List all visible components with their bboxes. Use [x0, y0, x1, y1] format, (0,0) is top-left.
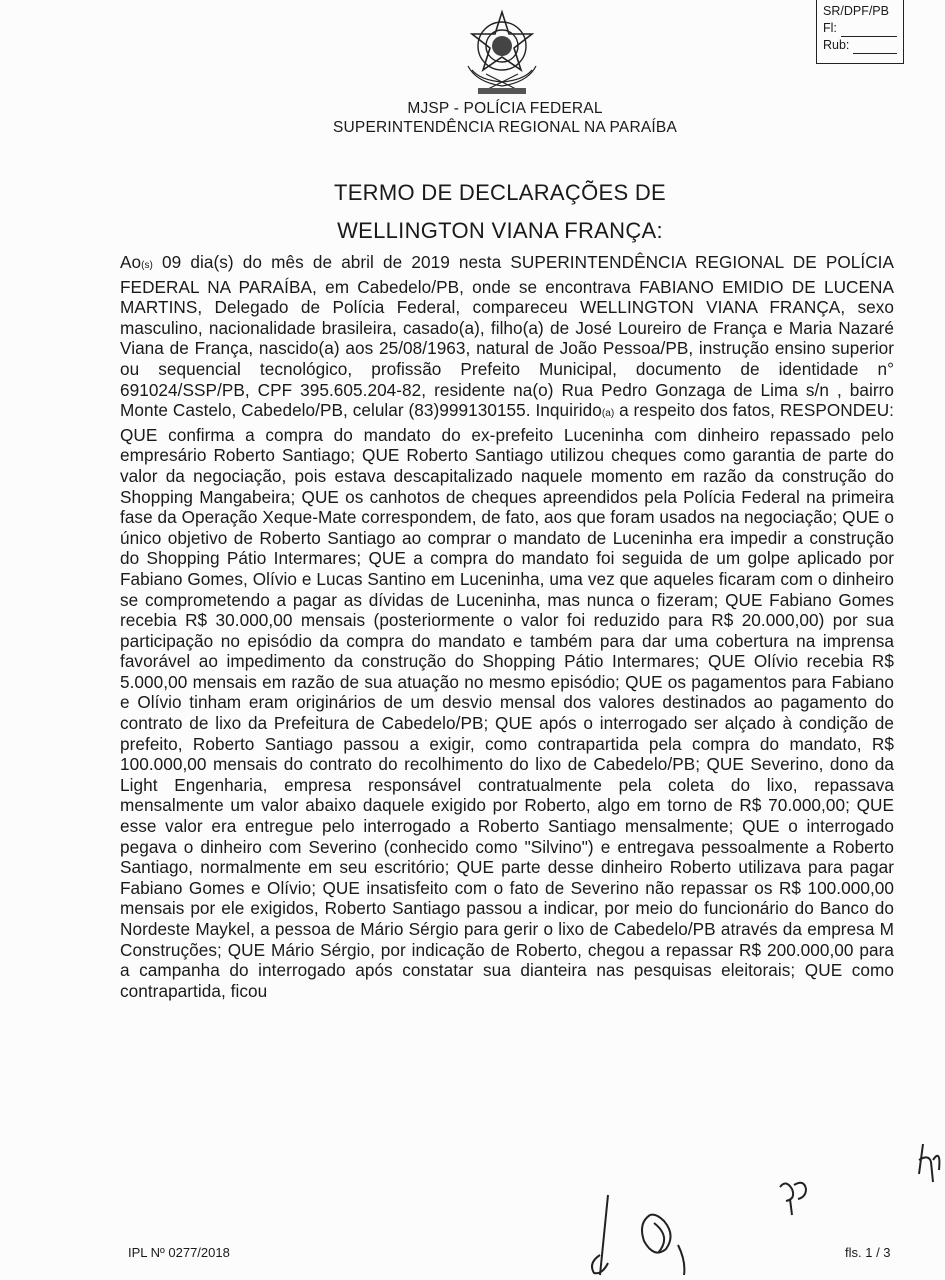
text-statements: a respeito dos fatos, RESPONDEU: QUE confirma a compra do mandato do ex-prefeito Luceninha com dinheiro repassado pelo empresário Roberto Santiago; QUE Roberto Santiago utilizou cheques como garantia de parte do valor da negociação, pois estava descapitalizado naquele momento em razão da construção do Shopping Mangabeira; QUE os canhotos de cheques apreendidos pela Polícia Federal na primeira fase da Operação Xeque-Mate correspondem, de fato, aos que foram usados na negociação; QUE o único objetivo de Roberto Santiago ao comprar o mandato de Luceninha era impedir a construção do Shopping Pátio Intermares; QUE a compra do mandato foi seguida de um golpe aplicado por Fabiano Gomes, Olívio e Lucas Santino em Luceninha, uma vez que aqueles ficaram com o dinheiro se comprometendo a pagar as dívidas de Luceninha, mas nunca o fizeram; QUE Fabiano Gomes recebia R$ 30.000,00 mensais (posteriormente o valor foi reduzido para R$ 20.000,00) por sua participação no episódio da compra do mandato e também para dar uma cobertura na imprensa favorável ao impedimento da construção do Shopping Pátio Intermares; QUE Olívio recebia R$ 5.000,00 mensais em razão de sua atuação no mesmo episódio; QUE os pagamentos para Fabiano e Olívio tinham eram originários de um desvio mensal dos valores destinados ao pagamento do contrato de lixo da Prefeitura de Cabedelo/PB; QUE após o interrogado ser alçado à condição de prefeito, Roberto Santiago passou a exigir, como contrapartida pela compra do mandato, R$ 100.000,00 mensais do contrato do recolhimento do lixo de Cabedelo/PB; QUE Severino, dono da Light Engenharia, empresa responsável contratualmente pela coleta do lixo, repassava mensalmente um valor abaixo daquele exigido por Roberto, algo em torno de R$ 70.000,00; QUE esse valor era entregue pelo interrogado a Roberto Santiago mensalmente; QUE o interrogado pegava o dinheiro com Severino (conhecido como "Silvino") e entregava pessoalmente a Roberto Santiago, normalmente em seu escritório; QUE parte desse dinheiro Roberto utilizava para pagar Fabiano Gomes e Olívio; QUE insatisfeito com o fato de Severino não repassar os R$ 100.000,00 mensais por ele exigidos, Roberto Santiago passou a indicar, por meio do funcionário do Banco do Nordeste Maykel, a pessoa de Mário Sérgio para gerir o lixo de Cabedelo/PB através da empresa M Construções; QUE Mário Sérgio, por indicação de Roberto, chegou a repassar R$ 200.000,00 para a campanha do interrogado após constatar sua dianteira nas pesquisas eleitorais; QUE como contrapartida, ficou — [120, 400, 894, 1001]
agency-unit: SUPERINTENDÊNCIA REGIONAL NA PARAÍBA — [333, 119, 677, 136]
margin-initial-signature — [915, 1130, 945, 1190]
stamp-folha-line — [823, 20, 897, 37]
text-ao: Ao — [120, 252, 142, 272]
declaration-text — [120, 252, 894, 1001]
stamp-rubrica-label: Rub: — [823, 38, 850, 52]
brazil-coat-of-arms-icon — [456, 8, 548, 96]
document-title-line1: TERMO DE DECLARAÇÕES DE — [333, 180, 667, 205]
text-qualification: 09 dia(s) do mês de abril de 2019 nesta SUPERINTENDÊNCIA REGIONAL DE POLÍCIA FEDERAL NA PARAÍBA, em Cabedelo/PB, onde se encontrava FABIANO EMIDIO DE LUCENA MARTINS, Delegado de Polícia Federal, compareceu WELLINGTON VIANA FRANÇA, sexo masculino, nacionalidade brasileira, casado(a), filho(a) de José Loureiro de França e Maria Nazaré Viana de França, nascido(a) aos 25/08/1963, natural de João Pessoa/PB, instrução ensino superior ou sequencial tecnológico, profissão Prefeito Municipal, documento de identidade n° 691024/SSP/PB, CPF 395.605.204-82, residente na(o) Rua Pedro Gonzaga de Lima s/n , bairro Monte Castelo, Cabedelo/PB, celular (83)999130155. Inquirido — [120, 252, 894, 421]
page-control-stamp — [816, 0, 904, 64]
text-ao-sub: (s) — [141, 260, 153, 271]
case-number: IPL Nº 0277/2018 — [128, 1245, 230, 1260]
stamp-folha-label: Fl: — [823, 21, 837, 35]
agency-name: MJSP - POLÍCIA FEDERAL — [407, 100, 603, 117]
signatures — [580, 1175, 840, 1280]
page-number: fls. 1 / 3 — [845, 1245, 891, 1260]
document-title-line2: WELLINGTON VIANA FRANÇA: — [337, 218, 663, 243]
stamp-unit: SR/DPF/PB — [823, 4, 889, 18]
stamp-rubrica-line — [823, 37, 897, 54]
text-inquirido-sub: (a) — [601, 408, 615, 420]
